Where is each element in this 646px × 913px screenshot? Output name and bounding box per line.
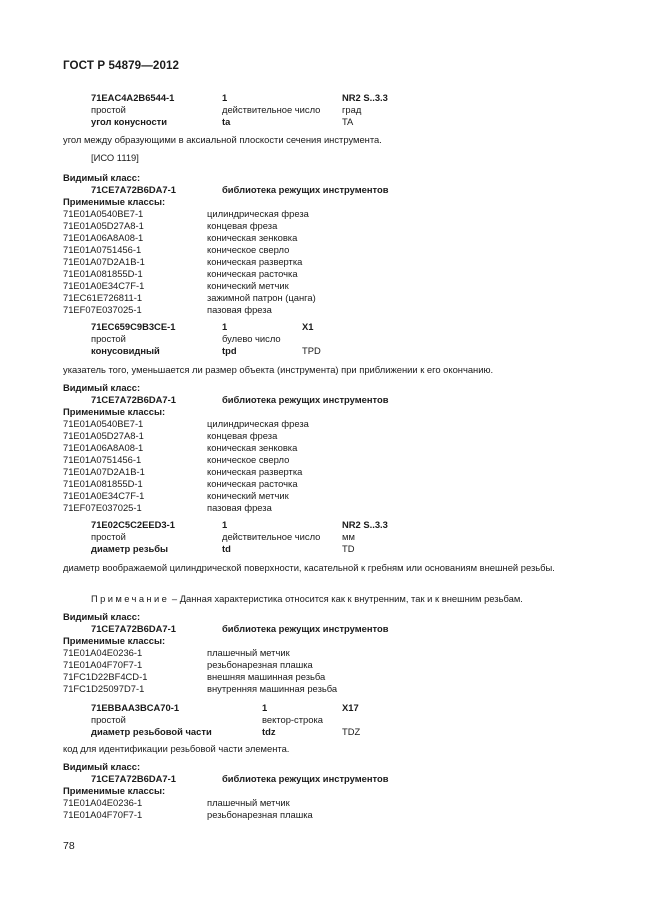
visible-class-label: Видимый класс: <box>63 611 141 622</box>
class-id: 71E01A0540BE7-1 <box>63 418 144 429</box>
attribute-row-type <box>0 104 646 116</box>
attribute-datatype: вектор-строка <box>262 714 323 725</box>
class-id: 71E01A0E34C7F-1 <box>63 490 145 501</box>
visible-class-block-1 <box>0 172 646 316</box>
class-name: коническая расточка <box>207 478 298 489</box>
visible-class-name: библиотека режущих инструментов <box>222 623 389 634</box>
class-name: коническая развертка <box>207 466 303 477</box>
attribute-range: X17 <box>342 702 359 713</box>
visible-class-id: 71CE7A72B6DA7-1 <box>91 773 176 784</box>
attribute-short: TPD <box>302 345 321 356</box>
class-id: 71E01A081855D-1 <box>63 268 143 279</box>
note-text: – Данная характеристика относится как к внутренним, так и к внешним резьбам. <box>169 593 523 604</box>
attribute-kind: простой <box>91 714 126 725</box>
class-name: резьбонарезная плашка <box>207 659 313 670</box>
list-item <box>0 208 646 220</box>
attribute-value: 1 <box>222 92 228 103</box>
attribute-block-3 <box>0 519 646 555</box>
attribute-datatype: действительное число <box>222 104 321 115</box>
attribute-short: TDZ <box>342 726 361 737</box>
list-item <box>0 647 646 659</box>
attribute-symbol: ta <box>222 116 231 127</box>
attribute-symbol: tdz <box>262 726 276 737</box>
attribute-name: диаметр резьбовой части <box>91 726 212 737</box>
list-item <box>0 490 646 502</box>
attribute-short: TD <box>342 543 355 554</box>
list-item <box>0 797 646 809</box>
class-name: внешняя машинная резьба <box>207 671 326 682</box>
class-id: 71E01A05D27A8-1 <box>63 430 144 441</box>
list-item <box>0 430 646 442</box>
class-id: 71E01A04F70F7-1 <box>63 809 143 820</box>
class-name: цилиндрическая фреза <box>207 418 309 429</box>
class-id: 71EF07E037025-1 <box>63 304 142 315</box>
class-id: 71E01A0751456-1 <box>63 244 142 255</box>
class-id: 71E01A04E0236-1 <box>63 797 143 808</box>
class-name: коническая развертка <box>207 256 303 267</box>
class-name: конический метчик <box>207 280 289 291</box>
class-name: внутренняя машинная резьба <box>207 683 338 694</box>
class-name: конический метчик <box>207 490 289 501</box>
visible-class-id: 71CE7A72B6DA7-1 <box>91 184 176 195</box>
list-item <box>0 683 646 695</box>
reference-1: [ИСО 1119] <box>91 152 139 163</box>
visible-class-name: библиотека режущих инструментов <box>222 394 389 405</box>
class-name: концевая фреза <box>207 430 278 441</box>
class-id: 71E01A0540BE7-1 <box>63 208 144 219</box>
list-item <box>0 292 646 304</box>
visible-class-label: Видимый класс: <box>63 172 141 183</box>
attribute-id: 71EBBAA3BCA70-1 <box>91 702 180 713</box>
visible-class-name: библиотека режущих инструментов <box>222 184 389 195</box>
applicable-classes-label: Применимые классы: <box>63 785 166 796</box>
list-item <box>0 466 646 478</box>
list-item <box>0 809 646 821</box>
attribute-symbol: tpd <box>222 345 237 356</box>
attribute-symbol: td <box>222 543 231 554</box>
list-item <box>0 454 646 466</box>
class-name: резьбонарезная плашка <box>207 809 313 820</box>
class-name: концевая фреза <box>207 220 278 231</box>
class-id: 71EC61E726811-1 <box>63 292 143 303</box>
attribute-name: диаметр резьбы <box>91 543 169 554</box>
visible-class-block-4 <box>0 761 646 821</box>
class-id: 71FC1D25097D7-1 <box>63 683 145 694</box>
list-item <box>0 659 646 671</box>
class-id: 71E01A04E0236-1 <box>63 647 143 658</box>
page-number: 78 <box>63 840 75 852</box>
attribute-row-name <box>0 116 646 128</box>
visible-class-id: 71CE7A72B6DA7-1 <box>91 623 176 634</box>
attribute-description-3: диаметр воображаемой цилиндрической поверхности, касательной к гребням или основаниям внешней резьбы. <box>63 562 555 573</box>
attribute-range: NR2 S..3.3 <box>342 92 388 103</box>
class-id: 71E01A081855D-1 <box>63 478 143 489</box>
note-label: Примечание <box>91 593 170 604</box>
class-name: цилиндрическая фреза <box>207 208 309 219</box>
attribute-name: угол конусности <box>91 116 168 127</box>
class-name: коническое сверло <box>207 244 290 255</box>
attribute-datatype: булево число <box>222 333 281 344</box>
class-name: пазовая фреза <box>207 502 272 513</box>
attribute-block-1 <box>0 92 646 128</box>
list-item <box>0 244 646 256</box>
applicable-classes-label: Применимые классы: <box>63 635 166 646</box>
attribute-description-2: указатель того, уменьшается ли размер объекта (инструмента) при приближении к его окончанию. <box>63 364 494 375</box>
class-id: 71E01A04F70F7-1 <box>63 659 143 670</box>
applicable-classes-label: Применимые классы: <box>63 406 166 417</box>
class-name: коническая зенковка <box>207 232 298 243</box>
attribute-value: 1 <box>222 321 228 332</box>
attribute-range: X1 <box>302 321 314 332</box>
attribute-value: 1 <box>262 702 268 713</box>
list-item <box>0 304 646 316</box>
attribute-kind: простой <box>91 333 126 344</box>
class-id: 71E01A0E34C7F-1 <box>63 280 145 291</box>
note-3 <box>91 593 598 606</box>
list-item <box>0 280 646 292</box>
attribute-value: 1 <box>222 519 228 530</box>
list-item <box>0 256 646 268</box>
class-id: 71EF07E037025-1 <box>63 502 142 513</box>
class-id: 71E01A07D2A1B-1 <box>63 256 145 267</box>
class-id: 71E01A07D2A1B-1 <box>63 466 145 477</box>
class-id: 71E01A05D27A8-1 <box>63 220 144 231</box>
class-name: зажимной патрон (цанга) <box>207 292 316 303</box>
visible-class-id: 71CE7A72B6DA7-1 <box>91 394 176 405</box>
attribute-kind: простой <box>91 531 126 542</box>
visible-class-block-3 <box>0 611 646 695</box>
class-id: 71E01A0751456-1 <box>63 454 142 465</box>
attribute-range: NR2 S..3.3 <box>342 519 388 530</box>
class-name: коническое сверло <box>207 454 290 465</box>
attribute-block-4 <box>0 702 646 738</box>
class-name: коническая зенковка <box>207 442 298 453</box>
class-name: коническая расточка <box>207 268 298 279</box>
list-item <box>0 220 646 232</box>
class-id: 71E01A06A8A08-1 <box>63 232 144 243</box>
attribute-kind: простой <box>91 104 126 115</box>
applicable-classes-label: Применимые классы: <box>63 196 166 207</box>
list-item <box>0 478 646 490</box>
attribute-unit: мм <box>342 531 355 542</box>
attribute-id: 71EC659C9B3CE-1 <box>91 321 176 332</box>
attribute-row-id <box>0 92 646 104</box>
list-item <box>0 268 646 280</box>
list-item <box>0 418 646 430</box>
visible-class-label: Видимый класс: <box>63 761 141 772</box>
attribute-id: 71EAC4A2B6544-1 <box>91 92 175 103</box>
attribute-name: конусовидный <box>91 345 160 356</box>
attribute-description-4: код для идентификации резьбовой части элемента. <box>63 743 290 754</box>
class-id: 71E01A06A8A08-1 <box>63 442 144 453</box>
standard-header: ГОСТ Р 54879—2012 <box>63 59 180 72</box>
class-name: плашечный метчик <box>207 647 290 658</box>
visible-class-name: библиотека режущих инструментов <box>222 773 389 784</box>
class-name: пазовая фреза <box>207 304 272 315</box>
attribute-datatype: действительное число <box>222 531 321 542</box>
visible-class-block-2 <box>0 382 646 514</box>
class-name: плашечный метчик <box>207 797 290 808</box>
attribute-block-2 <box>0 321 646 357</box>
attribute-unit: град <box>342 104 362 115</box>
visible-class-label: Видимый класс: <box>63 382 141 393</box>
list-item <box>0 502 646 514</box>
list-item <box>0 442 646 454</box>
attribute-short: TA <box>342 116 354 127</box>
attribute-description-1: угол между образующими в аксиальной плоскости сечения инструмента. <box>63 134 382 145</box>
list-item <box>0 232 646 244</box>
class-id: 71FC1D22BF4CD-1 <box>63 671 148 682</box>
attribute-id: 71E02C5C2EED3-1 <box>91 519 175 530</box>
list-item <box>0 671 646 683</box>
